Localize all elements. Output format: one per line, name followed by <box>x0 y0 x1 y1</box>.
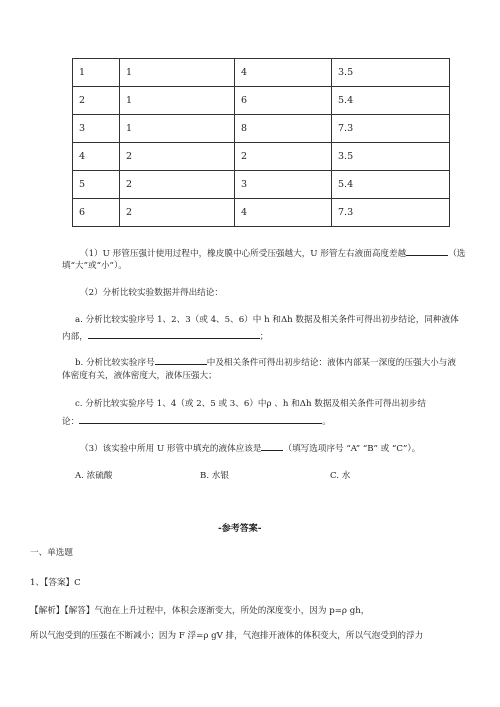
option-c: C. 水 <box>330 471 351 481</box>
table-cell: 6 <box>73 199 120 227</box>
table-cell: 4 <box>73 143 120 171</box>
question-2a-text: 内部， <box>62 332 88 342</box>
data-table <box>72 58 450 227</box>
question-2b-line2: 体密度有关，液体密度大，液体压强大； <box>62 371 217 381</box>
question-2a-end: ； <box>259 332 269 342</box>
answer-item-1: 1、【答案】C <box>30 578 81 588</box>
question-2a-line1: a. 分析比较实验序号 1、2、3（或 4、5、6）中 h 和Δh 数据及相关条件可得出初步结论，同种液体 <box>75 315 459 325</box>
table-cell: 7.3 <box>332 199 450 227</box>
table-cell: 5 <box>73 171 120 199</box>
table-cell: 2 <box>120 143 235 171</box>
question-1 <box>80 246 465 260</box>
answer-blank-3 <box>261 441 283 451</box>
question-3 <box>80 441 420 455</box>
question-1-text: （1）U 形管压强计使用过程中，橡皮膜中心所受压强越大，U 形管左右液面高度差越 <box>80 249 407 259</box>
table-cell: 3.5 <box>332 143 450 171</box>
table-cell: 2 <box>235 143 332 171</box>
question-2: （2）分析比较实验数据并得出结论： <box>80 288 223 298</box>
answer-blank-2b <box>155 355 207 365</box>
table-row <box>73 59 450 87</box>
table-cell: 3 <box>73 115 120 143</box>
question-1-cont: 填“大”或“小”）。 <box>62 261 127 271</box>
question-2c-line1: c. 分析比较实验序号 1、4（或 2、5 或 3、6）中ρ 、h 和Δh 数据及相关条件可得出初步结 <box>75 399 426 409</box>
analysis-line-2: 所以气泡受到的压强在不断减小；因为 F 浮=ρ gV 排，气泡排开液体的体积变大，所以气泡受到的浮力 <box>30 631 424 641</box>
analysis-line-1: 【解析】【解答】气泡在上升过程中，体积会逐渐变大，所处的深度变小，因为 p=ρ gh， <box>30 606 370 616</box>
table-cell: 1 <box>120 59 235 87</box>
table-cell: 1 <box>73 59 120 87</box>
section-heading: 一、单选题 <box>30 548 73 558</box>
table-cell: 8 <box>235 115 332 143</box>
question-3-tail: （填写选项序号 “A” “B” 或 “C”）。 <box>283 444 421 454</box>
table-cell: 4 <box>235 59 332 87</box>
table-row <box>73 87 450 115</box>
question-2c-end: 。 <box>322 417 331 427</box>
table-body <box>73 59 450 227</box>
option-a: A. 浓硫酸 <box>75 471 113 481</box>
table-cell: 2 <box>73 87 120 115</box>
table-cell: 1 <box>120 115 235 143</box>
table-cell: 2 <box>120 199 235 227</box>
table-cell: 5.4 <box>332 87 450 115</box>
table-cell: 5.4 <box>332 171 450 199</box>
table-cell: 3.5 <box>332 59 450 87</box>
table-row <box>73 199 450 227</box>
table-cell: 3 <box>235 171 332 199</box>
table-cell: 7.3 <box>332 115 450 143</box>
answers-title: -参考答案- <box>218 524 262 534</box>
table-cell: 4 <box>235 199 332 227</box>
table-cell: 1 <box>120 87 235 115</box>
question-2c-line2 <box>62 414 331 428</box>
question-1-tail: （选 <box>448 249 466 259</box>
answer-blank-2c <box>79 414 322 424</box>
table-cell: 2 <box>120 171 235 199</box>
table-row <box>73 115 450 143</box>
question-2c-text: 论： <box>62 417 80 427</box>
answer-blank-1 <box>406 246 448 256</box>
question-2b-text: b. 分析比较实验序号 <box>75 358 155 368</box>
table-cell: 6 <box>235 87 332 115</box>
question-2b-line1 <box>75 355 456 369</box>
option-b: B. 水银 <box>200 471 229 481</box>
table-row <box>73 143 450 171</box>
question-2a-line2 <box>62 329 268 343</box>
question-3-text: （3）该实验中所用 U 形管中填充的液体应该是 <box>80 444 262 454</box>
answer-blank-2a <box>88 329 260 339</box>
question-2b-tail: 中及相关条件可得出初步结论：液体内部某一深度的压强大小与液 <box>206 358 456 368</box>
table-row <box>73 171 450 199</box>
